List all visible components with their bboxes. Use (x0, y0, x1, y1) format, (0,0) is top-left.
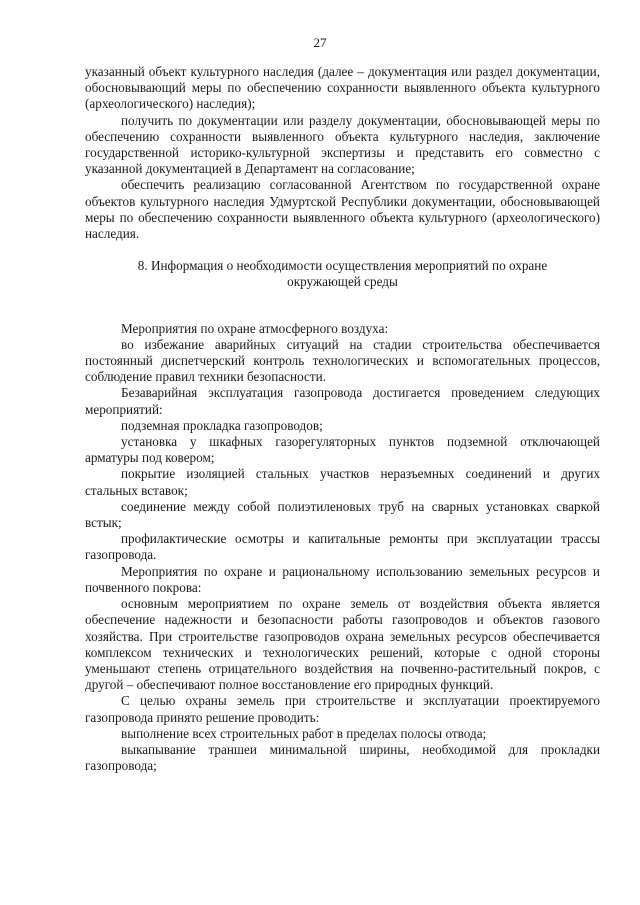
list-item: покрытие изоляцией стальных участков неразъемных соединений и других стальных вставок; (85, 466, 600, 498)
paragraph: во избежание аварийных ситуаций на стадии строительства обеспечивается постоянный диспетчерский контроль технологических и вспомогательных процессов, соблюдение правил техники безопасности. (85, 336, 600, 385)
list-item: установка у шкафных газорегуляторных пунктов подземной отключающей арматуры под ковером; (85, 434, 600, 466)
paragraph: получить по документации или разделу документации, обосновывающей меры по обеспечению сохранности выявленного объекта культурного наследия, заключение государственной историко-культурной экспертизы и представить его совместно с указанной документацией в Департамент на согласование; (85, 112, 600, 177)
paragraph: обеспечить реализацию согласованной Агентством по государственной охране объектов культурного наследия Удмуртской Республики документации, обосновывающей меры по обеспечению сохранности выявленного объекта культурного (археологического) наследия. (85, 177, 600, 242)
paragraph: Безаварийная эксплуатация газопровода достигается проведением следующих мероприятий: (85, 385, 600, 417)
list-item: профилактические осмотры и капитальные ремонты при эксплуатации трассы газопровода. (85, 531, 600, 563)
page-number: 27 (313, 35, 327, 50)
list-item: подземная прокладка газопроводов; (121, 417, 323, 433)
paragraph: Мероприятия по охране атмосферного воздуха: (121, 320, 389, 336)
document-body (85, 64, 600, 774)
section-heading: 8. Информация о необходимости осуществления мероприятий по охране окружающей среды (137, 258, 548, 290)
paragraph: основным мероприятием по охране земель от воздействия объекта является обеспечение надежности и безопасности работы газопроводов и объектов газового хозяйства. При строительстве газопроводов охрана земельных ресурсов обеспечивается комплексом технических и технологических решений, которые с одной стороны уменьшают степень отрицательного воздействия на почвенно-растительный покров, с другой – обеспечивают полное восстановление его природных функций. (85, 596, 600, 693)
paragraph: Мероприятия по охране и рациональному использованию земельных ресурсов и почвенного покрова: (85, 563, 600, 595)
paragraph: С целью охраны земель при строительстве и эксплуатации проектируемого газопровода принято решение проводить: (85, 693, 600, 725)
list-item: выкапывание траншеи минимальной ширины, необходимой для прокладки газопровода; (85, 741, 600, 774)
paragraph: указанный объект культурного наследия (далее – документация или раздел документации, обосновывающий меры по обеспечению сохранности выявленного объекта культурного (археологического) наследия); (85, 64, 600, 112)
list-item: выполнение всех строительных работ в пределах полосы отвода; (121, 725, 487, 741)
list-item: соединение между собой полиэтиленовых труб на сварных установках сваркой встык; (85, 498, 600, 531)
